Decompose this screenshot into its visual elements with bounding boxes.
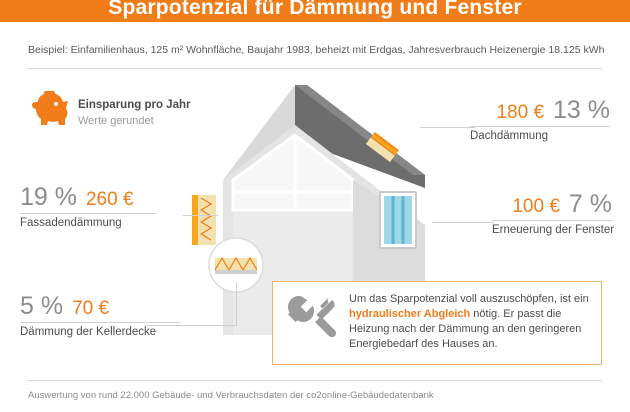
callout-daemmung-der-kellerdecke bbox=[20, 292, 185, 338]
callout-values bbox=[20, 292, 185, 321]
divider-bottom bbox=[28, 380, 602, 381]
divider-top bbox=[28, 68, 602, 69]
tools-icon bbox=[285, 292, 337, 354]
example-description: Beispiel: Einfamilienhaus, 125 m² Wohnfläche, Baujahr 1983, beheizt mit Erdgas, Jahresverbrauch Heizenergie 18.125 kWh bbox=[28, 44, 605, 56]
callout-percent: 13 % bbox=[553, 96, 610, 124]
callout-percent: 5 % bbox=[20, 292, 64, 320]
connector-cellar-vertical bbox=[236, 282, 237, 326]
tip-text-before: Um das Sparpotenzial voll auszuschöpfen, ist ein bbox=[349, 293, 589, 305]
tip-text bbox=[349, 292, 589, 354]
footer-source: Auswertung von rund 22.000 Gebäude- und Verbrauchsdaten der co2online-Gebäudedatenbank bbox=[28, 390, 434, 401]
connector-window bbox=[432, 222, 494, 223]
page-title: Sparpotenzial für Dämmung und Fenster bbox=[108, 0, 522, 19]
callout-euro: 70 € bbox=[72, 298, 110, 319]
callout-divider bbox=[20, 322, 180, 323]
connector-facade bbox=[183, 215, 218, 216]
callout-label: Fassadendämmung bbox=[20, 217, 122, 229]
callout-values bbox=[470, 96, 610, 125]
callout-label: Erneuerung der Fenster bbox=[492, 224, 615, 236]
callout-percent: 7 % bbox=[568, 190, 612, 218]
callout-euro: 180 € bbox=[496, 102, 545, 123]
callout-divider bbox=[470, 126, 610, 127]
tip-highlight: hydraulischer Abgleich bbox=[349, 308, 471, 320]
callout-fassadendaemmung bbox=[20, 183, 180, 229]
header-bar bbox=[0, 0, 630, 22]
callout-divider bbox=[20, 213, 156, 214]
callout-label: Dämmung der Kellerdecke bbox=[20, 326, 157, 338]
connector-roof bbox=[420, 127, 475, 128]
tip-text-after: nötig. Er passt die Heizung nach der Dämmung an den geringeren Energiebedarf des Hauses an. bbox=[349, 308, 582, 350]
callout-values bbox=[20, 183, 180, 212]
piggy-bank-icon bbox=[28, 88, 72, 130]
legend-subtitle: Werte gerundet bbox=[78, 115, 154, 127]
callout-values bbox=[492, 190, 612, 219]
callout-euro: 100 € bbox=[512, 196, 560, 217]
legend-title: Einsparung pro Jahr bbox=[78, 99, 191, 111]
callout-label: Dachdämmung bbox=[470, 130, 548, 142]
tip-box bbox=[272, 281, 602, 365]
callout-percent: 19 % bbox=[20, 183, 77, 211]
callout-euro: 260 € bbox=[85, 189, 134, 210]
callout-divider bbox=[492, 220, 612, 221]
callout-erneuerung-der-fenster bbox=[492, 190, 615, 236]
callout-dachdaemmung bbox=[470, 96, 610, 142]
